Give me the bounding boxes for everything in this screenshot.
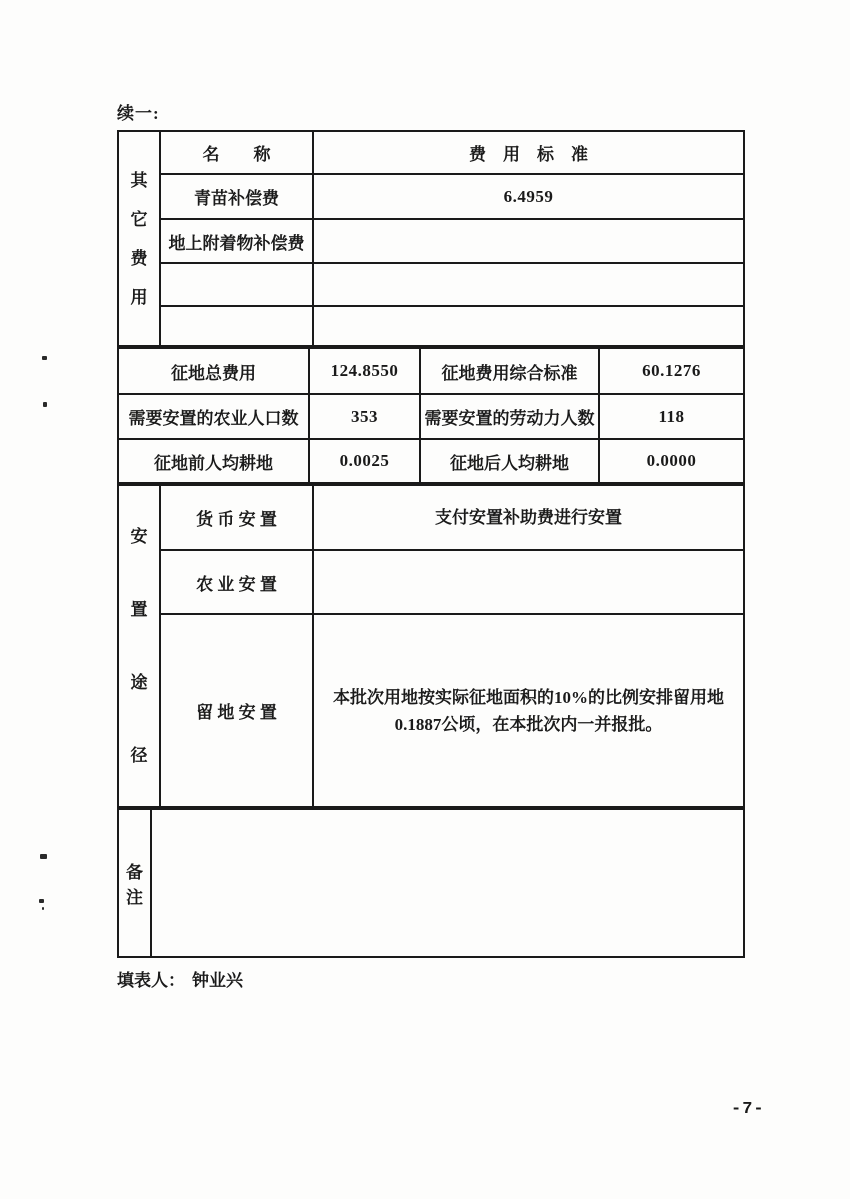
labor-count-value: 118: [599, 394, 744, 439]
remarks-row: [118, 809, 744, 957]
continuation-label: 续一:: [117, 104, 160, 123]
resettlement-row: [118, 550, 744, 614]
fee-value-cell: [313, 306, 744, 346]
agricultural-resettlement-label: 农 业 安 置: [160, 550, 313, 614]
remarks-content: [151, 809, 744, 957]
fee-row: [118, 263, 744, 306]
scan-speck: [40, 854, 47, 859]
resettlement-row: [118, 614, 744, 807]
form-filler-label: 填表人：: [117, 971, 185, 990]
composite-standard-label: 征地费用综合标准: [420, 348, 599, 394]
summary-section: [117, 347, 745, 484]
total-cost-label: 征地总费用: [118, 348, 309, 394]
summary-row: [118, 348, 744, 394]
land-requisition-form: [117, 130, 743, 958]
resettlement-vertical-text: 安 置 途 径: [130, 527, 148, 765]
resettlement-section: [117, 484, 745, 808]
reserved-land-resettlement-description: 本批次用地按实际征地面积的10%的比例安排留用地0.1887公顷，在本批次内一并报批。: [313, 614, 744, 807]
remarks-section: [117, 808, 745, 958]
reserved-land-resettlement-label: 留 地 安 置: [160, 614, 313, 807]
scan-speck: [43, 402, 47, 407]
fee-row: [118, 174, 744, 219]
farmland-after-label: 征地后人均耕地: [420, 439, 599, 483]
agri-population-label: 需要安置的农业人口数: [118, 394, 309, 439]
fee-row: [118, 219, 744, 263]
fee-value-cell: [313, 219, 744, 263]
farmland-after-value: 0.0000: [599, 439, 744, 483]
remarks-label: 备注: [118, 809, 151, 957]
scan-speck: [42, 356, 47, 360]
farmland-before-value: 0.0025: [309, 439, 420, 483]
fee-name-cell: [160, 306, 313, 346]
fee-row: [118, 306, 744, 346]
summary-row: [118, 394, 744, 439]
total-cost-value: 124.8550: [309, 348, 420, 394]
form-filler-name: 钟业兴: [192, 971, 243, 990]
scan-speck: [42, 907, 44, 910]
fee-name-header: 名 称: [160, 131, 313, 174]
fee-standard-header: 费 用 标 准: [313, 131, 744, 174]
farmland-before-label: 征地前人均耕地: [118, 439, 309, 483]
agricultural-resettlement-description: [313, 550, 744, 614]
scan-speck: [39, 899, 44, 903]
monetary-resettlement-label: 货 币 安 置: [160, 485, 313, 550]
composite-standard-value: 60.1276: [599, 348, 744, 394]
fee-name-cell: 青苗补偿费: [160, 174, 313, 219]
fee-name-cell: 地上附着物补偿费: [160, 219, 313, 263]
other-fees-vertical-text: 其 它 费 用: [130, 170, 148, 307]
monetary-resettlement-description: 支付安置补助费进行安置: [313, 485, 744, 550]
resettlement-section-label: [118, 485, 160, 807]
resettlement-row: [118, 485, 744, 550]
fee-value-cell: 6.4959: [313, 174, 744, 219]
fee-value-cell: [313, 263, 744, 306]
labor-count-label: 需要安置的劳动力人数: [420, 394, 599, 439]
fee-name-cell: [160, 263, 313, 306]
other-fees-section-label: [118, 131, 160, 346]
summary-row: [118, 439, 744, 483]
form-filler-line: [117, 966, 243, 991]
page-number: -7-: [731, 1100, 765, 1119]
agri-population-value: 353: [309, 394, 420, 439]
other-fees-section: [117, 130, 745, 347]
